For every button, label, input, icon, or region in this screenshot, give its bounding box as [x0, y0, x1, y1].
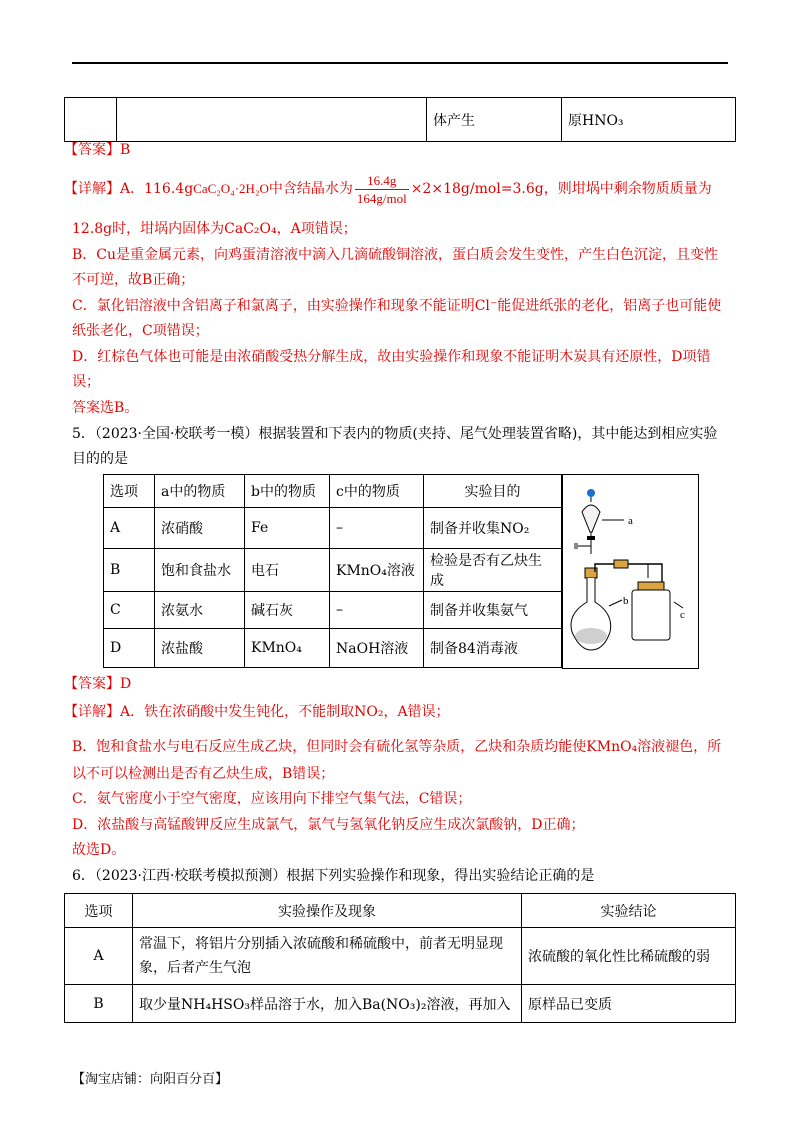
q4-detail-c2: 纸张老化，C项错误；: [72, 323, 209, 339]
q5-answer: 【答案】D: [64, 676, 132, 692]
q4-detail-b1: B．Cu是重金属元素，向鸡蛋清溶液中滴入几滴硫酸铜溶液，蛋白质会发生变性，产生白色沉淀，且变性: [72, 247, 719, 263]
q5-detail-d: D．浓盐酸与高锰酸钾反应生成氯气，氯气与氢氧化钠反应生成次氯酸钠，D正确；: [72, 817, 585, 833]
q4-detail-d2: 误；: [72, 374, 100, 390]
q4-detail-a1: [64, 170, 712, 208]
q4-detail-a2: 12.8g时，坩埚内固体为CaC₂O₄，A项错误；: [72, 221, 357, 237]
q6-row-b-opt: B: [65, 985, 133, 1023]
q5-row-c-opt: C: [104, 592, 155, 629]
top-table-cell-3: 体产生: [427, 98, 562, 142]
label-b: b: [623, 595, 629, 607]
q5-row-c-a: 浓氨水: [155, 592, 245, 629]
top-table-cell-2: [117, 98, 427, 142]
q4-detail-a1-mid: 中含结晶水为: [268, 181, 353, 197]
q5-row-d-b: KMnO₄: [245, 629, 330, 668]
q5-detail-c: C．氨气密度小于空气密度，应该用向下排空气集气法，C错误；: [72, 791, 472, 807]
q6-header-1: 实验操作及现象: [133, 894, 522, 928]
q6-row-a-op1: 常温下，将铝片分别插入浓硫酸和稀硫酸中，前者无明显现: [139, 936, 503, 952]
label-a: a: [628, 515, 633, 527]
q4-detail-a1-pre: A．116.4g: [120, 181, 194, 197]
q5-stem-1: 5．（2023·全国·校联考一模）根据装置和下表内的物质(夹持、尾气处理装置省略)，其中能达到相应实验: [72, 426, 718, 442]
q6-header-0: 选项: [65, 894, 133, 928]
q5-row-b-opt: B: [104, 549, 155, 592]
q6-row-a-opt: A: [65, 928, 133, 985]
q5-table: [103, 474, 562, 668]
q6-row-b-op1: 取少量NH₄HSO₃样品溶于水，加入Ba(NO₃)₂溶液，再加入: [133, 985, 522, 1023]
q5-stem-2: 目的的是: [72, 451, 128, 467]
top-table-cell-1: [65, 98, 117, 142]
q5-row-b-b: 电石: [245, 549, 330, 592]
q6-row-b-concl: 原样品已变质: [522, 985, 736, 1023]
q4-detail-a1-post: ×2×18g/mol=3.6g，则坩埚中剩余物质质量为: [410, 181, 712, 197]
q4-detail-b2: 不可逆，故B正确；: [72, 272, 195, 288]
header-rule: [72, 62, 728, 64]
q5-detail-label: 【详解】: [64, 704, 120, 720]
label-c: c: [680, 609, 685, 621]
q4-answer: 【答案】B: [64, 142, 131, 158]
q5-row-d-goal: 制备84消毒液: [424, 629, 562, 668]
q5-header-4: 实验目的: [424, 475, 562, 508]
q5-header-0: 选项: [104, 475, 155, 508]
q5-row-d-a: 浓盐酸: [155, 629, 245, 668]
footer-shop-label: 【淘宝店铺：向阳百分百】: [72, 1072, 229, 1087]
q5-row-a-b: Fe: [245, 508, 330, 549]
q6-row-a-concl: 浓硫酸的氧化性比稀硫酸的弱: [522, 928, 736, 985]
q5-header-3: c中的物质: [330, 475, 424, 508]
q5-row-a-opt: A: [104, 508, 155, 549]
q5-header-2: b中的物质: [245, 475, 330, 508]
q5-row-c-goal: 制备并收集氨气: [424, 592, 562, 629]
q4-detail-c1: C．氯化铝溶液中含铝离子和氯离子，由实验操作和现象不能证明Cl⁻能促进纸张的老化，铝离子也可能使: [72, 298, 722, 314]
q4-frac-den: 164g/mol: [356, 190, 407, 206]
q5-row-d-opt: D: [104, 629, 155, 668]
q5-row-b-c: KMnO₄溶液: [330, 549, 424, 592]
q6-table: [64, 893, 736, 1023]
q5-row-a-a: 浓硝酸: [155, 508, 245, 549]
q5-row-c-c: –: [330, 592, 424, 629]
q6-row-a-op2: 象，后者产生气泡: [139, 960, 251, 976]
q4-detail-label: 【详解】: [64, 181, 120, 197]
q5-header-1: a中的物质: [155, 475, 245, 508]
q6-stem: 6．（2023·江西·校联考模拟预测）根据下列实验操作和现象，得出实验结论正确的是: [72, 868, 595, 884]
apparatus-diagram: [562, 474, 699, 669]
q6-header-2: 实验结论: [522, 894, 736, 928]
q5-detail-b2: 以不可以检测出是否有乙炔生成，B错误；: [72, 766, 335, 782]
q4-frac-num: 16.4g: [355, 172, 409, 190]
q5-detail-b1: B．饱和食盐水与电石反应生成乙炔，但同时会有硫化氢等杂质，乙炔和杂质均能使KMnO₄溶液褪色，所: [72, 739, 722, 755]
q6-row-a-op: [133, 928, 522, 985]
q4-detail-d1: D．红棕色气体也可能是由浓硝酸受热分解生成，故由实验操作和现象不能证明木炭具有还原性，D项错: [72, 349, 711, 365]
top-table: [64, 97, 736, 142]
q5-row-a-c: –: [330, 508, 424, 549]
q5-row-a-goal: 制备并收集NO₂: [424, 508, 562, 549]
q5-conclusion: 故选D。: [72, 842, 126, 858]
q4-fraction: [355, 172, 409, 207]
q5-detail-a: [64, 702, 450, 722]
q5-row-b-goal: 检验是否有乙炔生成: [424, 549, 562, 592]
q5-detail-a-text: A．铁在浓硝酸中发生钝化，不能制取NO₂，A错误；: [120, 704, 450, 720]
top-table-cell-4: 原HNO₃: [562, 98, 736, 142]
q4-formula: CaC₂O₄·2H₂O: [193, 181, 269, 196]
q5-row-b-a: 饱和食盐水: [155, 549, 245, 592]
q4-conclusion: 答案选B。: [72, 400, 139, 416]
q5-row-d-c: NaOH溶液: [330, 629, 424, 668]
q5-row-c-b: 碱石灰: [245, 592, 330, 629]
